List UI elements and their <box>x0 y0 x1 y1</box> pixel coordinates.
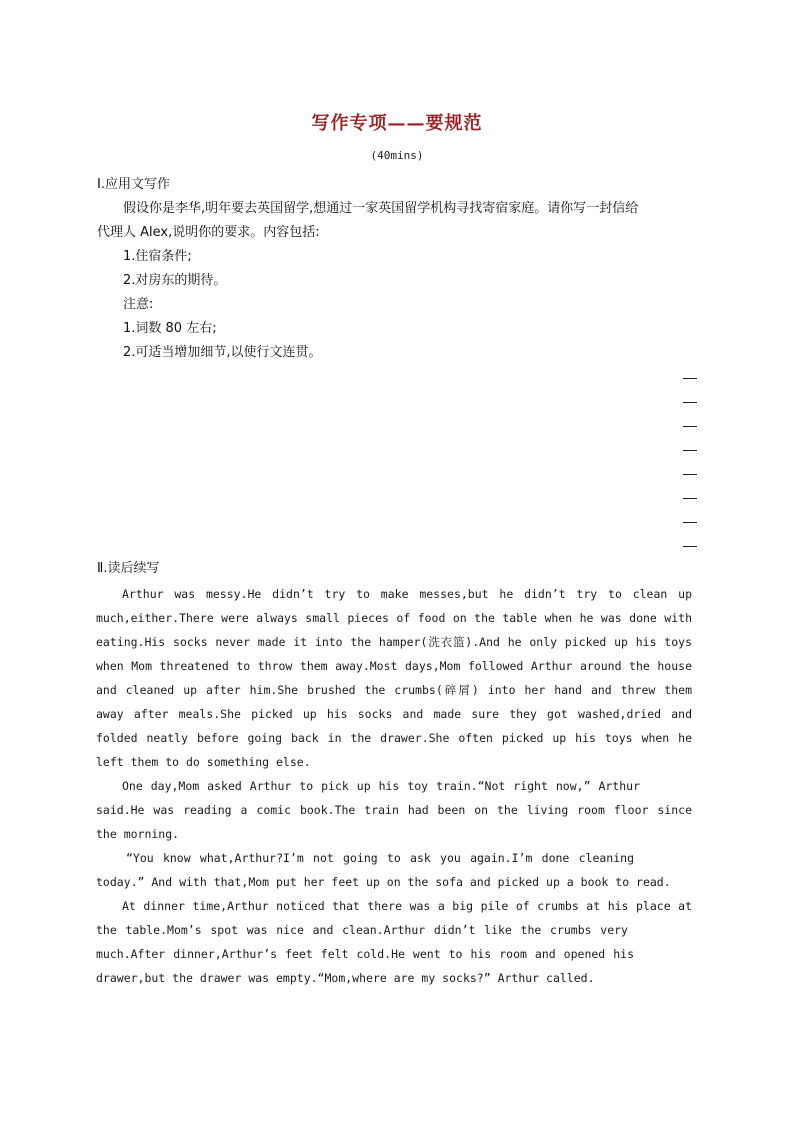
prompt-line-1: 假设你是李华,明年要去英国留学,想通过一家英国留学机构寻找寄宿家庭。请你写一封信给 <box>123 201 639 216</box>
story-line: left them to do something else. <box>96 755 311 769</box>
answer-line <box>683 426 697 427</box>
story-line: eating.His socks never made it into the hamper(洗衣篮).And he only picked up his toys <box>96 635 692 649</box>
content-item-1: 1.住宿条件; <box>123 249 192 264</box>
story-line: much.After dinner,Arthur’s feet felt cold.He went to his room and opened his <box>96 947 634 961</box>
answer-line <box>683 498 697 499</box>
note-item-2: 2.可适当增加细节,以使行文连贯。 <box>123 345 322 360</box>
story-line: away after meals.She picked up his socks and made sure they got washed,dried and <box>96 707 692 721</box>
story-line: drawer,but the drawer was empty.“Mom,where are my socks?” Arthur called. <box>96 971 595 985</box>
answer-line <box>683 402 697 403</box>
story-passage <box>96 582 692 990</box>
story-line: At dinner time,Arthur noticed that there was a big pile of crumbs at his place at <box>122 899 692 913</box>
story-line: folded neatly before going back in the drawer.She often picked up his toys when he <box>96 731 692 745</box>
story-line: the table.Mom’s spot was nice and clean.Arthur didn’t like the crumbs very <box>96 923 628 937</box>
prompt-line-2: 代理人 Alex,说明你的要求。内容包括: <box>97 225 320 240</box>
note-label: 注意: <box>123 297 154 312</box>
story-line: today.” And with that,Mom put her feet up on the sofa and picked up a book to read. <box>96 875 671 889</box>
answer-line <box>683 474 697 475</box>
story-line: One day,Mom asked Arthur to pick up his toy train.“Not right now,” Arthur <box>122 779 640 793</box>
section-1-heading: Ⅰ.应用文写作 <box>97 177 170 192</box>
answer-line <box>683 546 697 547</box>
story-line: Arthur was messy.He didn’t try to make messes,but he didn’t try to clean up <box>122 587 692 601</box>
story-line: and cleaned up after him.She brushed the crumbs(碎屑) into her hand and threw them <box>96 683 692 697</box>
note-item-1: 1.词数 80 左右; <box>123 321 217 336</box>
story-line: “You know what,Arthur?I’m not going to ask you again.I’m done cleaning <box>126 851 634 865</box>
content-item-2: 2.对房东的期待。 <box>123 273 227 288</box>
answer-line <box>683 450 697 451</box>
time-limit: (40mins) <box>370 149 424 162</box>
answer-line <box>683 378 697 379</box>
story-line: much,either.There were always small pieces of food on the table when he was done with <box>96 611 692 625</box>
story-line: said.He was reading a comic book.The train had been on the living room floor since <box>96 803 692 817</box>
story-line: the morning. <box>96 827 180 841</box>
section-2-heading: Ⅱ.读后续写 <box>97 561 160 576</box>
story-line: when Mom threatened to throw them away.Most days,Mom followed Arthur around the house <box>96 659 692 673</box>
answer-line <box>683 522 697 523</box>
page-title: 写作专项——要规范 <box>311 113 483 134</box>
